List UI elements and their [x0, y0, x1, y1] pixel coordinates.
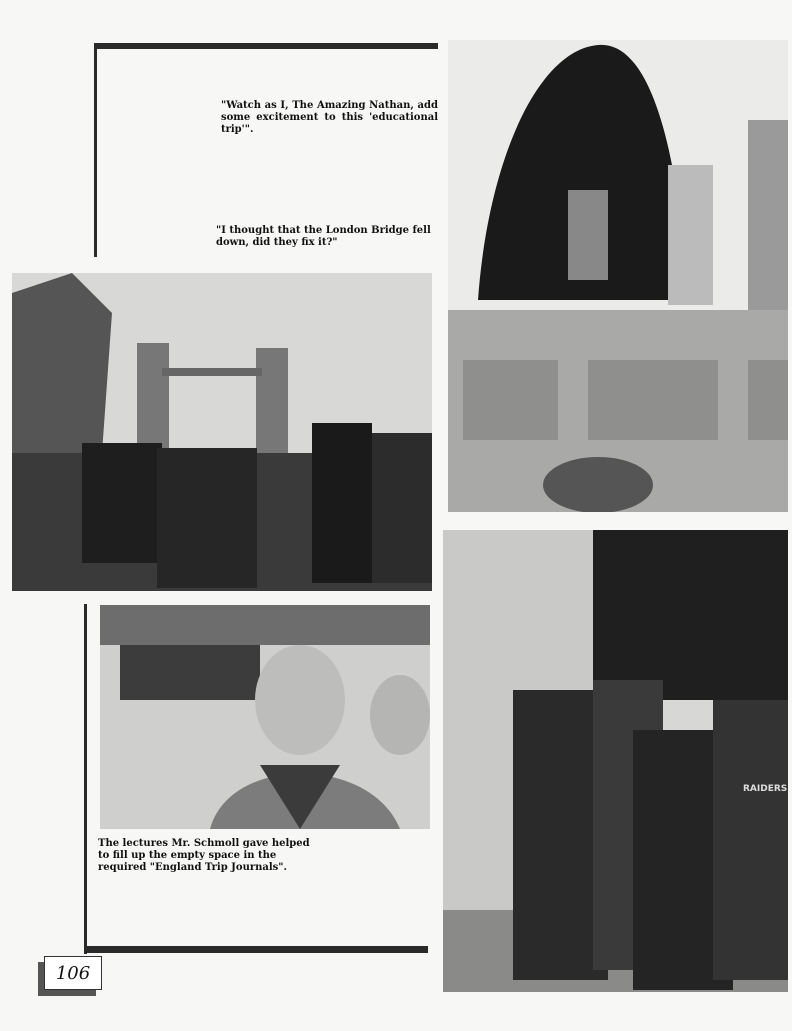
schmoll-portrait-photo [100, 605, 430, 829]
top-frame-rule [94, 43, 438, 49]
page-number-label: 106 [55, 962, 91, 984]
tower-bridge-photo [12, 273, 432, 591]
left-frame-rule-top [94, 43, 97, 257]
student-group-guard-photo [443, 530, 788, 992]
left-frame-rule-bottom [84, 604, 87, 954]
bridge-quote-caption: "I thought that the London Bridge fell down, did they fix it?" [216, 225, 431, 248]
lion-statue-photo [448, 40, 788, 512]
nathan-quote-caption: "Watch as I, The Amazing Nathan, add some excitement to this 'educational trip'". [221, 100, 438, 135]
bottom-frame-rule [84, 946, 428, 953]
page-number [44, 956, 102, 990]
lecture-caption: The lectures Mr. Schmoll gave helped to fill up the empty space in the required "England Trip Journals". [98, 838, 310, 873]
raiders-sweatshirt-text: RAIDERS [743, 784, 788, 794]
